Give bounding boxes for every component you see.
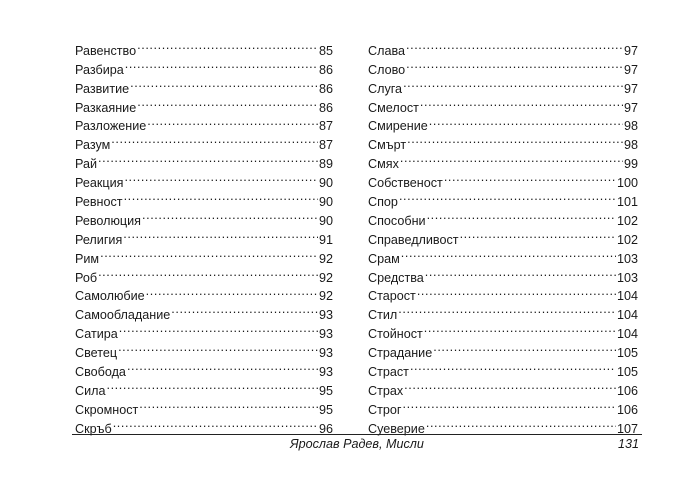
index-term: Сила — [75, 383, 106, 398]
dot-leader — [124, 187, 318, 206]
dot-leader — [427, 206, 616, 225]
index-page-number: 90 — [318, 176, 333, 191]
index-term: Смърт — [368, 138, 407, 153]
index-page-number: 97 — [623, 100, 638, 115]
dot-leader — [118, 338, 318, 357]
index-page-number: 90 — [318, 195, 333, 210]
index-term: Слуга — [368, 81, 403, 96]
index-page-number: 87 — [318, 138, 333, 153]
dot-leader — [124, 168, 318, 187]
index-term: Страдание — [368, 346, 433, 361]
index-term: Разложение — [75, 119, 147, 134]
index-term: Стил — [368, 308, 398, 323]
dot-leader — [146, 282, 318, 301]
index-entry — [368, 93, 638, 115]
index-term: Рим — [75, 251, 100, 266]
dot-leader — [444, 168, 616, 187]
index-page-number: 86 — [318, 62, 333, 77]
index-entry — [75, 130, 333, 153]
dot-leader — [137, 36, 318, 55]
index-entry — [368, 376, 638, 398]
index-page-number: 102 — [616, 232, 638, 247]
index-entry — [368, 319, 638, 342]
index-term: Рай — [75, 157, 98, 172]
index-term: Старост — [368, 289, 416, 304]
dot-leader — [98, 149, 318, 168]
index-entry — [368, 244, 638, 266]
index-term: Способни — [368, 213, 426, 228]
index-entry — [368, 74, 638, 96]
dot-leader — [425, 263, 616, 282]
index-page-number: 102 — [616, 213, 638, 228]
index-term: Разкаяние — [75, 100, 137, 115]
index-term: Смях — [368, 157, 399, 172]
index-page-number: 97 — [623, 43, 638, 58]
footer-page-number: 131 — [617, 437, 639, 451]
index-page-number: 96 — [318, 421, 333, 436]
dot-leader — [100, 244, 318, 263]
index-term: Стойност — [368, 327, 423, 342]
dot-leader — [433, 338, 616, 357]
index-term: Смелост — [368, 100, 419, 115]
index-term: Развитие — [75, 81, 130, 96]
index-term: Средства — [368, 270, 424, 285]
dot-leader — [403, 74, 623, 93]
dot-leader — [123, 225, 318, 244]
index-term: Суеверие — [368, 421, 425, 436]
index-page-number: 93 — [318, 346, 333, 361]
dot-leader — [127, 357, 318, 376]
dot-leader — [407, 130, 623, 149]
index-term: Сатира — [75, 327, 118, 342]
index-term: Разум — [75, 138, 111, 153]
index-page-number: 106 — [616, 383, 638, 398]
index-left-column — [75, 36, 333, 436]
dot-leader — [119, 319, 318, 338]
index-page-number: 97 — [623, 62, 638, 77]
dot-leader — [398, 300, 616, 319]
index-page-number: 91 — [318, 232, 333, 247]
index-term: Свобода — [75, 365, 126, 380]
index-term: Страст — [368, 365, 409, 380]
index-page-number: 101 — [616, 195, 638, 210]
index-page-number: 104 — [616, 308, 638, 323]
dot-leader — [417, 282, 616, 301]
index-page-number: 105 — [616, 365, 638, 380]
dot-leader — [406, 36, 623, 55]
index-page-number: 106 — [616, 402, 638, 417]
dot-leader — [424, 319, 616, 338]
index-page-number: 104 — [616, 327, 638, 342]
index-entry — [75, 263, 333, 285]
index-entry — [75, 149, 333, 172]
index-term: Реакция — [75, 176, 124, 191]
dot-leader — [426, 414, 616, 433]
dot-leader — [401, 244, 616, 263]
index-page-number: 107 — [616, 421, 638, 436]
dot-leader — [410, 357, 616, 376]
index-page-number: 87 — [318, 119, 333, 134]
index-page-number: 105 — [616, 346, 638, 361]
index-entry — [368, 187, 638, 210]
footer-book-title: Ярослав Радев, Мисли — [290, 437, 424, 451]
index-page-number: 93 — [318, 327, 333, 342]
index-entry — [368, 36, 638, 58]
index-entry — [368, 263, 638, 285]
index-page-number: 95 — [318, 383, 333, 398]
index-page-number: 97 — [623, 81, 638, 96]
index-term: Строг — [368, 402, 402, 417]
index-entry — [75, 414, 333, 436]
index-page-number: 92 — [318, 289, 333, 304]
index-entry — [75, 244, 333, 266]
index-page-number: 95 — [318, 402, 333, 417]
index-entry — [75, 395, 333, 417]
index-entry — [75, 168, 333, 191]
index-entry — [368, 206, 638, 228]
index-page-number: 90 — [318, 213, 333, 228]
dot-leader — [137, 93, 318, 112]
index-entry — [368, 55, 638, 77]
index-term: Собственост — [368, 176, 443, 191]
index-page-number: 92 — [318, 270, 333, 285]
index-term: Страх — [368, 383, 404, 398]
index-page-number: 100 — [616, 176, 638, 191]
index-page-number: 98 — [623, 138, 638, 153]
index-term: Скръб — [75, 421, 112, 436]
index-entry — [368, 395, 638, 417]
index-page-number: 103 — [616, 270, 638, 285]
dot-leader — [130, 74, 318, 93]
index-entry — [368, 300, 638, 323]
index-term: Светец — [75, 346, 118, 361]
index-term: Ревност — [75, 195, 123, 210]
index-page-number: 93 — [318, 308, 333, 323]
footer-divider — [72, 434, 642, 435]
dot-leader — [142, 206, 318, 225]
index-entry — [368, 149, 638, 172]
index-entry — [75, 376, 333, 398]
dot-leader — [111, 130, 318, 149]
dot-leader — [125, 55, 318, 74]
index-page-number: 86 — [318, 81, 333, 96]
index-page-number: 103 — [616, 251, 638, 266]
dot-leader — [171, 300, 318, 319]
dot-leader — [402, 395, 616, 414]
dot-leader — [147, 112, 318, 131]
index-page-number: 99 — [623, 157, 638, 172]
index-right-column — [368, 36, 638, 436]
index-term: Разбира — [75, 62, 124, 77]
index-term: Справедливост — [368, 232, 459, 247]
index-page-number: 92 — [318, 251, 333, 266]
dot-leader — [98, 263, 318, 282]
index-term: Роб — [75, 270, 98, 285]
index-term: Слово — [368, 62, 406, 77]
index-term: Революция — [75, 213, 141, 228]
index-term: Самолюбие — [75, 289, 145, 304]
index-term: Срам — [368, 251, 400, 266]
dot-leader — [404, 376, 616, 395]
index-term: Смирение — [368, 119, 428, 134]
index-term: Равенство — [75, 43, 137, 58]
index-page-number: 93 — [318, 365, 333, 380]
dot-leader — [429, 112, 623, 131]
dot-leader — [460, 225, 616, 244]
index-entry — [368, 414, 638, 436]
index-page-number: 98 — [623, 119, 638, 134]
dot-leader — [420, 93, 623, 112]
index-term: Слава — [368, 43, 406, 58]
index-page-number: 85 — [318, 43, 333, 58]
index-page-number: 104 — [616, 289, 638, 304]
index-entry — [75, 36, 333, 58]
index-term: Спор — [368, 195, 398, 210]
dot-leader — [139, 395, 318, 414]
index-entry — [75, 282, 333, 304]
index-entry — [368, 168, 638, 191]
dot-leader — [400, 149, 623, 168]
index-page-number: 86 — [318, 100, 333, 115]
dot-leader — [399, 187, 616, 206]
index-term: Самообладание — [75, 308, 171, 323]
index-term: Скромност — [75, 402, 139, 417]
index-term: Религия — [75, 232, 123, 247]
dot-leader — [106, 376, 318, 395]
dot-leader — [406, 55, 623, 74]
dot-leader — [113, 414, 318, 433]
index-entry — [368, 130, 638, 153]
index-page-number: 89 — [318, 157, 333, 172]
